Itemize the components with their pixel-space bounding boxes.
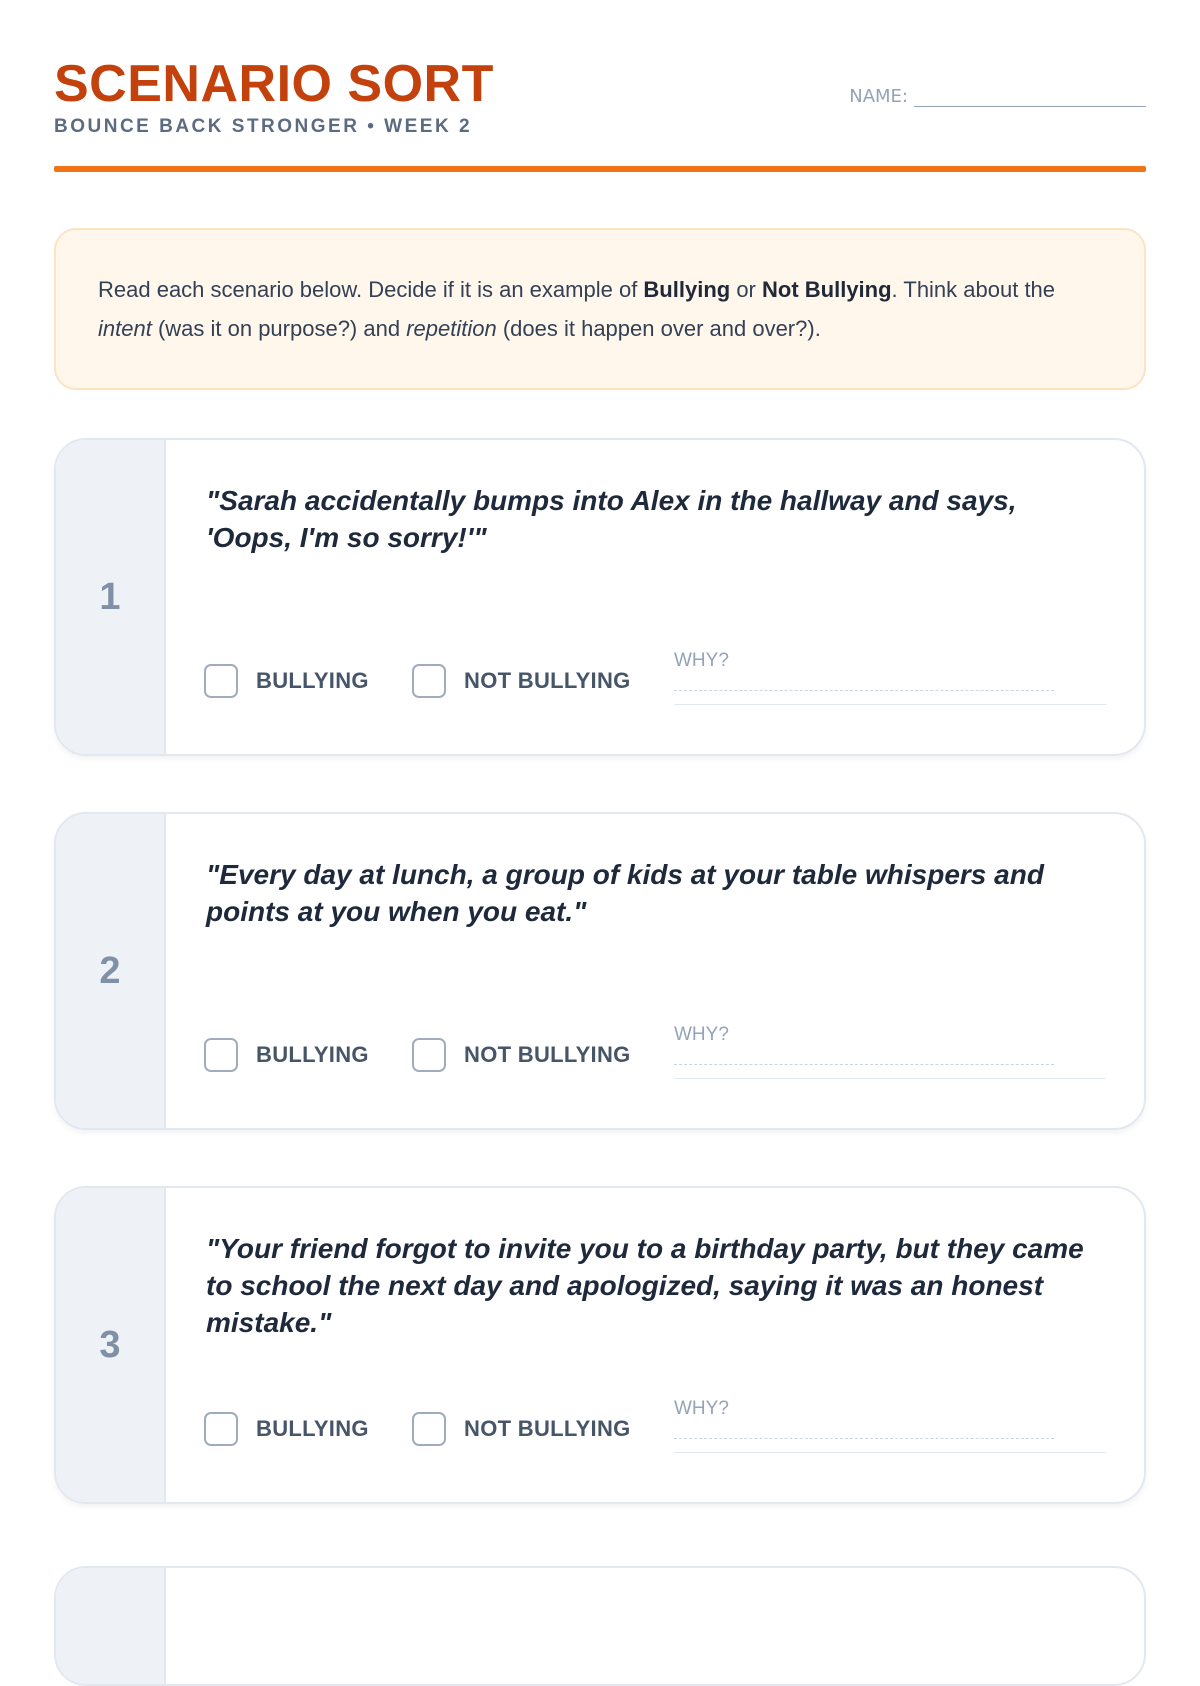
scenario-text: "Every day at lunch, a group of kids at your table whispers and points at you when you eat." [206,859,1044,927]
instructions-text: (was it on purpose?) and [151,316,407,341]
scenario-card-partial [54,1566,1146,1686]
name-label: NAME: [849,86,908,107]
not-bullying-checkbox[interactable] [412,664,446,698]
instructions-intent: intent [98,316,152,341]
instructions-text: Read each scenario below. Decide if it is an example of [98,277,644,302]
why-answer-line[interactable] [674,1078,1106,1079]
scenario-number-column [56,814,166,1128]
bullying-label: BULLYING [256,668,369,693]
scenario-text: "Your friend forgot to invite you to a birthday party, but they came to school the next day and apologized, saying it was an honest mistake." [206,1233,1084,1338]
bullying-label: BULLYING [256,1042,369,1067]
page-title: SCENARIO SORT [54,55,494,113]
why-answer-field[interactable] [674,1024,1106,1084]
instructions-or: or [730,277,762,302]
why-answer-field[interactable] [674,650,1106,710]
bullying-checkbox[interactable] [204,664,238,698]
scenario-number-column [56,1188,166,1502]
why-answer-field[interactable] [674,1398,1106,1458]
scenario-number-column [56,1568,166,1686]
why-label: WHY? [674,650,729,671]
bullying-checkbox[interactable] [204,1038,238,1072]
scenario-card [54,438,1146,756]
why-answer-line[interactable] [674,704,1106,705]
bullying-label: BULLYING [256,1416,369,1441]
bullying-option[interactable] [204,664,369,698]
scenario-card [54,1186,1146,1504]
instructions-text: (does it happen over and over?). [496,316,821,341]
not-bullying-checkbox[interactable] [412,1038,446,1072]
scenario-number: 1 [99,575,121,618]
instructions-bullying: Bullying [643,277,731,302]
not-bullying-label: NOT BULLYING [464,1416,631,1441]
scenario-text: "Sarah accidentally bumps into Alex in the hallway and says, 'Oops, I'm so sorry!'" [206,485,1017,553]
instructions-text: . Think about the [891,277,1056,302]
instructions-box [54,228,1146,390]
worksheet-header [54,0,1146,175]
not-bullying-option[interactable] [412,1412,631,1446]
scenario-number: 2 [99,949,121,992]
page-subtitle: BOUNCE BACK STRONGER • WEEK 2 [54,116,473,137]
bullying-option[interactable] [204,1412,369,1446]
name-input-line[interactable] [914,88,1146,107]
why-label: WHY? [674,1398,729,1419]
why-label: WHY? [674,1024,729,1045]
bullying-checkbox[interactable] [204,1412,238,1446]
bullying-option[interactable] [204,1038,369,1072]
scenario-card [54,812,1146,1130]
why-answer-line[interactable] [674,1438,1054,1439]
not-bullying-checkbox[interactable] [412,1412,446,1446]
why-answer-line[interactable] [674,690,1054,691]
why-answer-line[interactable] [674,1064,1054,1065]
not-bullying-label: NOT BULLYING [464,1042,631,1067]
not-bullying-label: NOT BULLYING [464,668,631,693]
name-field[interactable] [849,86,1146,107]
header-divider [54,166,1146,172]
not-bullying-option[interactable] [412,1038,631,1072]
not-bullying-option[interactable] [412,664,631,698]
scenario-number-column [56,440,166,754]
instructions-repetition: repetition [406,316,497,341]
instructions-not-bullying: Not Bullying [762,277,892,302]
why-answer-line[interactable] [674,1452,1106,1453]
scenario-number: 3 [99,1323,121,1366]
